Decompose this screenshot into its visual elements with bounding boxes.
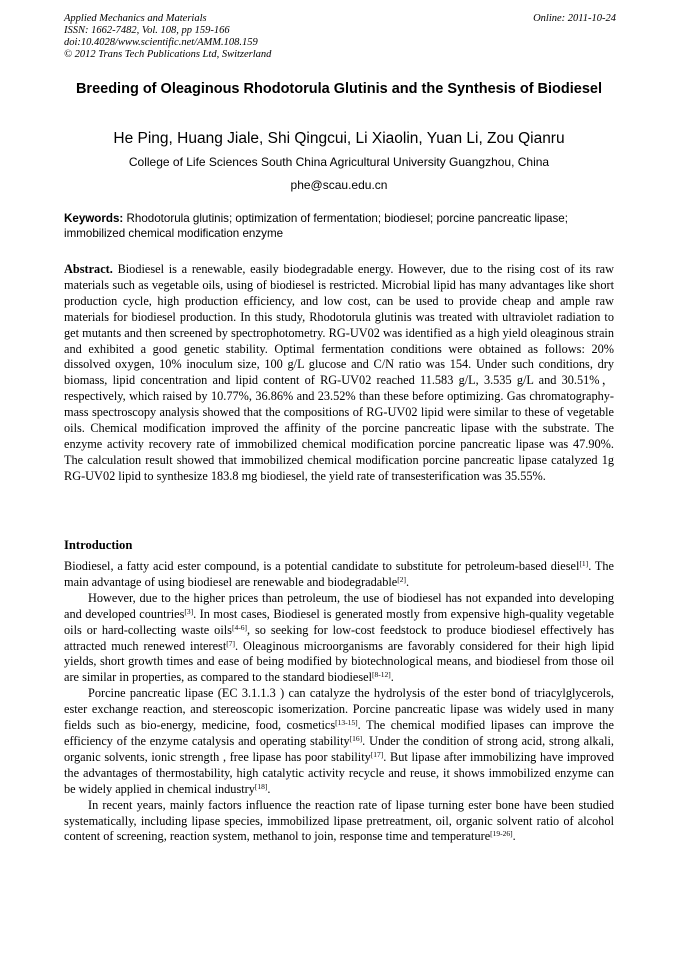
citation: [1] (579, 559, 589, 568)
citation: [2] (397, 574, 406, 584)
keywords-block (64, 211, 614, 241)
paper-title: Breeding of Oleaginous Rhodotorula Glutinis and the Synthesis of Biodiesel (75, 81, 603, 97)
section-heading-introduction: Introduction (64, 538, 133, 552)
paragraph-text: . The chemical modified lipases can improve the efficiency of the enzyme catalysis and operating stability (64, 718, 614, 748)
citation: [4-6] (231, 622, 247, 632)
citation: [19-26] (490, 829, 513, 839)
online-date: Online: 2011-10-24 (533, 13, 616, 24)
paragraph-text: . Under the condition of strong acid, strong alkali, organic solvents, ionic strength , free lipase has poor stability (64, 733, 614, 764)
copyright-line: © 2012 Trans Tech Publications Ltd, Switzerland (64, 49, 272, 60)
paragraph-text: . (406, 574, 410, 589)
paragraph (64, 798, 614, 846)
abstract-text: Biodiesel is a renewable, easily biodegradable energy. However, due to the rising cost of its raw materials such as vegetable oils, using of biodiesel is restricted. Microbial lipid has many advantages like short production cycle, high production efficiency, and low cost, can be used to provide cheap and ample raw materials for biodiesel production. In this study, Rhodotorula glutinis was treated with ultraviolet radiation to get mutants and then screened by spectrophotometry. RG-UV02 was identified as a high yield oleaginous strain and exhibited a good genetic stability. Optimal fermentation conditions were obtained as follows: 20% dissolved oxygen, 10% inoculum size, 100 g/L glucose and C/N ratio was 154. Under such conditions, dry biomass, lipid concentration and lipid content of RG-UV02 reached 11.583 g/L, 3.535 g/L and 30.51%， respectively, which raised by 10.77%, 36.86% and 23.52% than these before optimizing. Gas chromatography-mass spectroscopy analysis showed that the compositions of RG-UV02 lipid were similar to these of vegetable oils. Chemical modification improved the affinity of the porcine pancreatic lipase with the substrate. The enzyme activity recovery rate of immobilized chemical modification porcine pancreatic lipase was 47.90%. The calculation result showed that immobilized chemical modification porcine pancreatic lipase catalyzed 1g RG-UV02 lipid to synthesize 183.8 mg biodiesel, the yield rate of transesterification was 35.55%. (64, 262, 614, 483)
paragraph-text: . (512, 829, 516, 844)
paragraph (64, 591, 614, 686)
paragraph-text: However, due to the higher prices than petroleum, the use of biodiesel has not expanded into developing and developed countries (64, 590, 614, 621)
journal-name: Applied Mechanics and Materials (64, 13, 207, 24)
citation: [8-12] (372, 670, 391, 680)
abstract-block (64, 262, 614, 485)
citation: [3] (184, 606, 194, 616)
paragraph-text: . (390, 670, 394, 685)
paragraph-text: . The main advantage of using biodiesel are renewable and biodegradable (64, 559, 614, 589)
citation: [7] (226, 638, 235, 648)
keywords-text: Rhodotorula glutinis; optimization of fermentation; biodiesel; porcine pancreatic lipase; immobilized chemical modification enzyme (64, 212, 568, 240)
paragraph-text: . But lipase after immobilizing have improved the advantages of thermostability, high catalytic activity recycle and reuse, it shows immobilized enzyme can be widely applied in chemical industry (64, 749, 614, 796)
abstract-label: Abstract. (64, 262, 113, 276)
journal-header (64, 13, 616, 61)
paragraph-text: Biodiesel, a fatty acid ester compound, is a potential candidate to substitute for petroleum-based diesel (64, 559, 580, 573)
citation: [13-15] (335, 718, 358, 728)
introduction-body (64, 559, 614, 845)
paragraph-text: . Oleaginous microorganisms are favorably considered for their high lipid yields, short growth times and ease of being modified by biotechnological means, and biodiesel from those oil are similar in properties, as compared to the standard biodiesel (64, 638, 614, 685)
affiliation: College of Life Sciences South China Agricultural University Guangzhou, China (128, 155, 550, 169)
paragraph-text: , so seeking for low-cost feedstock to produce biodiesel effectively has attracted much renewed interest (64, 622, 614, 653)
paragraph-text: . In most cases, Biodiesel is generated mostly from expensive high-quality vegetable oils or hard-collecting waste oils (64, 606, 615, 637)
paragraph (64, 686, 614, 797)
doi-line: doi:10.4028/www.scientific.net/AMM.108.159 (64, 37, 258, 48)
citation: [17] (370, 749, 384, 759)
paragraph-text: Porcine pancreatic lipase (EC 3.1.1.3 ) can catalyze the hydrolysis of the ester bond of triacylglycerols, ester exchange reaction, and stereoscopic isomerization. Porcine pancreatic lipase was widely used in many fields such as bio-energy, medicine, food, cosmetics (64, 686, 614, 733)
author-list: He Ping, Huang Jiale, Shi Qingcui, Li Xiaolin, Yuan Li, Zou Qianru (113, 130, 565, 147)
paragraph-text: In recent years, mainly factors influence the reaction rate of lipase turning ester bone have been studied systematically, including lipase species, immobilized lipase pretreatment, oil, organic solvent ratio of alcohol content of screening, reaction system, methanol to join, response time and temperature (64, 797, 614, 844)
citation: [16] (349, 733, 363, 743)
citation: [18] (254, 781, 268, 791)
paragraph (64, 559, 614, 591)
keywords-label: Keywords: (64, 212, 124, 225)
issn-line: ISSN: 1662-7482, Vol. 108, pp 159-166 (64, 25, 230, 36)
contact-email: phe@scau.edu.cn (290, 178, 388, 192)
paragraph-text: . (267, 781, 271, 796)
